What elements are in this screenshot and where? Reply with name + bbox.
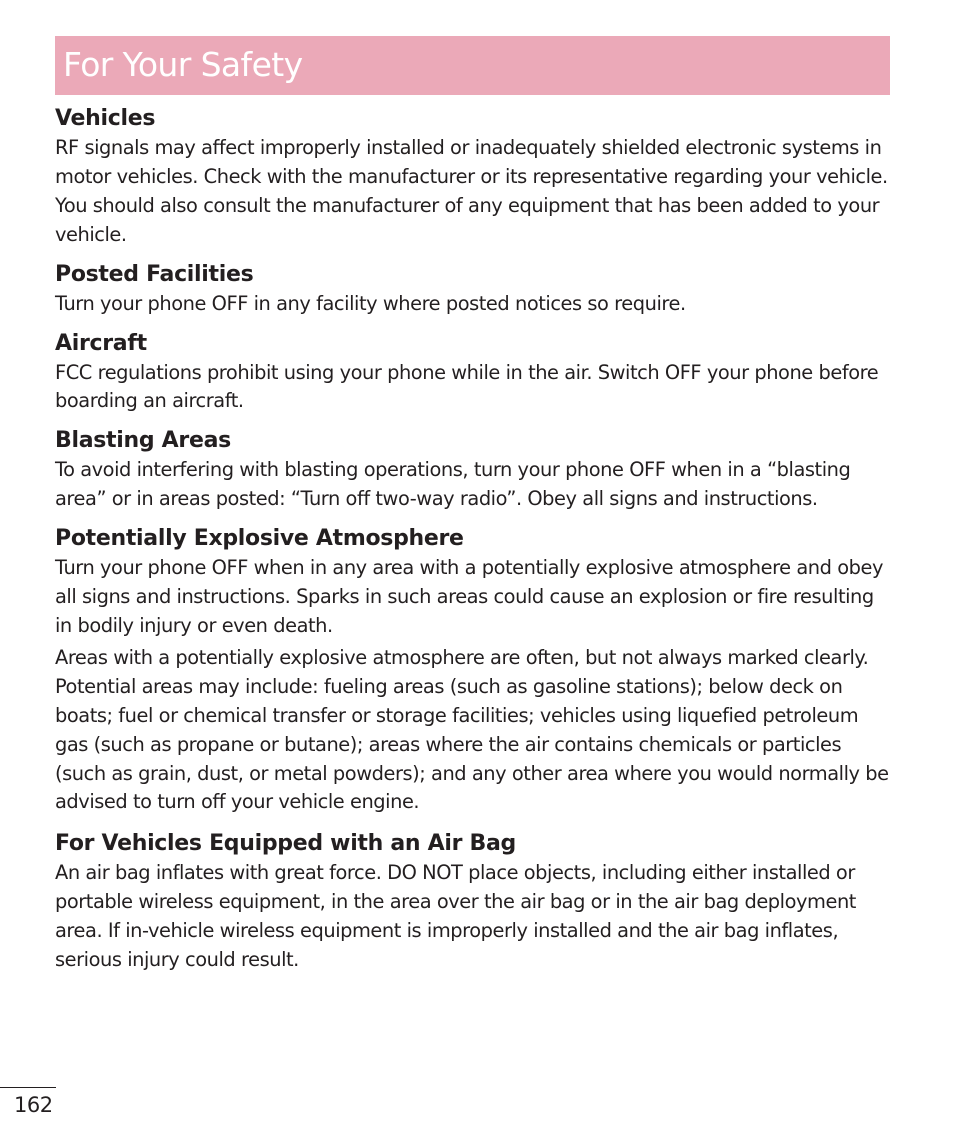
section-paragraph: Turn your phone OFF in any facility where posted notices so require. [55, 291, 686, 315]
section-heading: Aircraft [55, 330, 147, 356]
section-banner [55, 36, 890, 95]
section-paragraph: FCC regulations prohibit using your phone while in the air. Switch OFF your phone before boarding an aircraft. [55, 360, 879, 413]
section-paragraph: RF signals may affect improperly installed or inadequately shielded electronic systems in motor vehicles. Check with the manufacturer or its representative regarding your vehicle. You should also consult the manufacturer of any equipment that has been added to your vehicle. [55, 136, 888, 246]
page-title: For Your Safety [63, 45, 303, 84]
section-explosive-atmosphere [55, 524, 895, 817]
section-paragraph: An air bag inflates with great force. DO NOT place objects, including either installed or portable wireless equipment, in the area over the air bag or in the air bag deployment area. If in-vehicle wireless equipment is improperly installed and the air bag inflates, serious injury could result. [55, 861, 856, 972]
section-air-bag [55, 829, 895, 975]
footer-rule [0, 1087, 56, 1088]
section-posted-facilities [55, 260, 895, 319]
page-number: 162 [14, 1093, 53, 1117]
section-vehicles [55, 104, 895, 250]
section-paragraph: To avoid interfering with blasting operations, turn your phone OFF when in a “blasting area” or in areas posted: “Turn off two-way radio”. Obey all signs and instructions. [55, 458, 851, 511]
section-heading: Blasting Areas [55, 428, 231, 454]
section-paragraph: Turn your phone OFF when in any area with a potentially explosive atmosphere and obey all signs and instructions. Sparks in such areas could cause an explosion or fire resulting in bodily injury or even death. [55, 556, 883, 637]
section-aircraft [55, 329, 895, 417]
section-heading: Vehicles [55, 106, 156, 131]
section-heading: Potentially Explosive Atmosphere [55, 526, 464, 552]
section-paragraph: Areas with a potentially explosive atmosphere are often, but not always marked clearly. Potential areas may include: fueling areas (such as gasoline stations); below deck on boats; fuel or chemical transfer or storage facilities; vehicles using liquefied petroleum gas (such as propane or butane); areas where the air contains chemicals or particles (such as grain, dust, or metal powders); and any other area where you would normally be advised to turn off your vehicle engine. [55, 645, 889, 814]
section-heading: For Vehicles Equipped with an Air Bag [55, 831, 516, 857]
document-body [55, 104, 895, 975]
section-heading: Posted Facilities [55, 261, 254, 287]
section-blasting-areas [55, 426, 895, 514]
